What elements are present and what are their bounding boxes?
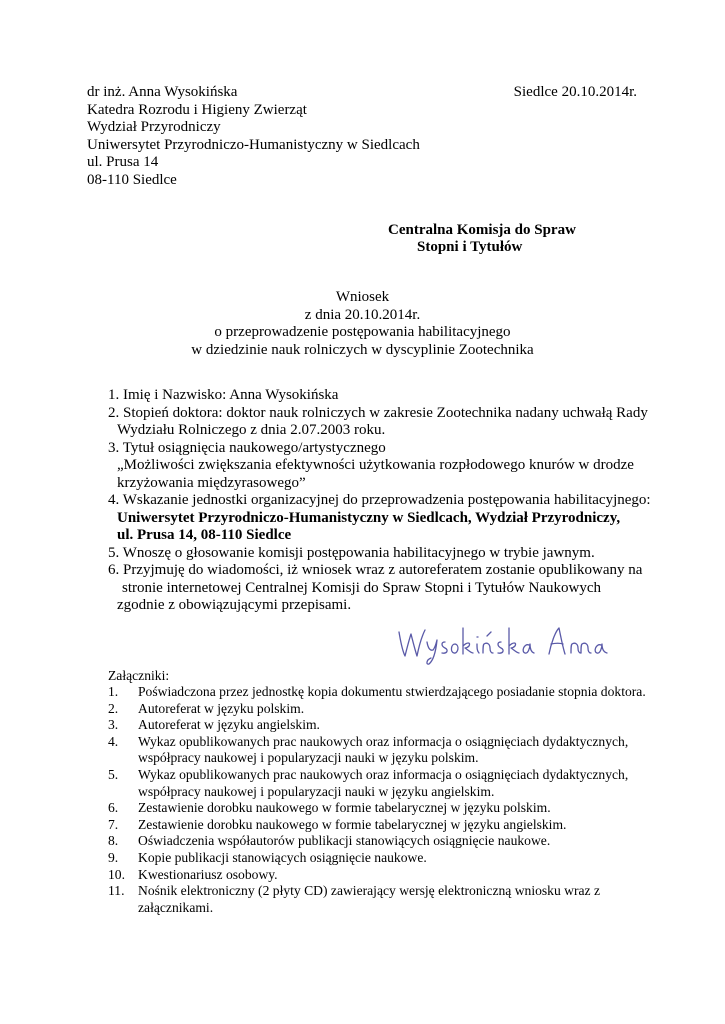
request-item-3: 3. Tytuł osiągnięcia naukowego/artystycznego [108,439,386,456]
sender-postal: 08-110 Siedlce [87,171,177,188]
attachment-number: 4. [108,733,119,749]
attachment-number: 6. [108,800,119,816]
request-item-1: 1. Imię i Nazwisko: Anna Wysokińska [108,387,339,403]
title-line-2: z dnia 20.10.2014r. [304,306,421,323]
attachment-text: Oświadczenia współautorów publikacji stanowiących osiągnięcie naukowe. [138,833,551,849]
request-list [108,387,651,615]
attachment-text: Kopie publikacji stanowiących osiągnięcie naukowe. [138,850,427,865]
attachments-heading: Załączniki: [108,668,170,683]
request-item-3-quote: „Możliwości zwiększania efektywności użytkowania rozpłodowego knurów w drodze [117,457,634,473]
attachment-text: Kwestionariusz osobowy. [138,866,278,882]
attachment-number: 11. [108,883,125,899]
sender-department: Katedra Rozrodu i Higieny Zwierząt [87,101,307,118]
sender-faculty: Wydział Przyrodniczy [87,119,221,135]
attachment-text: Autoreferat w języku angielskim. [138,717,320,733]
recipient-line-2: Stopni i Tytułów [417,239,523,255]
attachment-number: 7. [108,816,119,832]
title-line-1: Wniosek [335,289,390,305]
attachment-text: Wykaz opublikowanych prac naukowych oraz informacja o osiągnięciach dydaktycznych, [138,767,629,782]
title-line-4: w dziedzinie nauk rolniczych w dyscyplinie Zootechnika [191,341,534,358]
attachment-text: Nośnik elektroniczny (2 płyty CD) zawierający wersję elektroniczną wniosku wraz z [138,883,601,899]
attachment-text: Poświadczona przez jednostkę kopia dokumentu stwierdzającego posiadanie stopnia doktora. [138,684,646,699]
title-block [0,289,725,359]
attachment-number: 3. [108,717,119,733]
attachment-text: Zestawienie dorobku naukowego w formie tabelarycznej w języku angielskim. [138,816,567,832]
recipient-line-1: Centralna Komisja do Spraw [388,222,576,238]
request-item-6-cont: stronie internetowej Centralnej Komisji do Spraw Stopni i Tytułów Naukowych [122,579,602,596]
attachment-text-cont: załącznikami. [138,899,214,915]
request-item-4-unit: Uniwersytet Przyrodniczo-Humanistyczny w Siedlcach, Wydział Przyrodniczy, [117,509,621,526]
request-item-3-quote-cont: krzyżowania międzyrasowego” [117,474,306,491]
request-item-5: 5. Wnoszę o głosowanie komisji postępowania habilitacyjnego w trybie jawnym. [108,544,595,561]
attachment-text-cont: współpracy naukowej i popularyzacji nauki w języku polskim. [138,750,479,766]
request-item-6-cont-2: zgodnie z obowiązującymi przepisami. [117,597,352,613]
attachment-number: 9. [108,850,119,865]
attachment-number: 5. [108,767,119,782]
sender-university: Uniwersytet Przyrodniczo-Humanistyczny w Siedlcach [87,136,420,153]
sender-name: dr inż. Anna Wysokińska [87,84,238,100]
attachment-number: 2. [108,700,119,716]
request-item-6: 6. Przyjmuję do wiadomości, iż wniosek wraz z autoreferatem zostanie opublikowany na [108,562,643,578]
title-line-3: o przeprowadzenie postępowania habilitacyjnego [214,324,511,340]
place-date: Siedlce 20.10.2014r. [513,84,637,100]
sender-street: ul. Prusa 14 [87,154,159,170]
request-item-2: 2. Stopień doktora: doktor nauk rolniczych w zakresie Zootechnika nadany uchwałą Rady [108,404,648,421]
attachment-text: Wykaz opublikowanych prac naukowych oraz informacja o osiągnięciach dydaktycznych, [138,733,629,749]
sender-block [87,84,420,189]
handwritten-signature [393,618,633,668]
attachment-text: Zestawienie dorobku naukowego w formie tabelarycznej w języku polskim. [138,800,551,816]
request-item-4-address: ul. Prusa 14, 08-110 Siedlce [117,527,292,543]
attachment-number: 10. [108,866,125,882]
attachment-number: 8. [108,833,119,849]
request-item-4: 4. Wskazanie jednostki organizacyjnej do przeprowadzenia postępowania habilitacyjnego: [108,492,651,508]
attachment-text-cont: współpracy naukowej i popularyzacji nauki w języku angielskim. [138,783,495,799]
request-item-2-cont: Wydziału Rolniczego z dnia 2.07.2003 roku. [117,422,386,438]
attachment-number: 1. [108,684,119,699]
attachment-text: Autoreferat w języku polskim. [138,700,305,716]
